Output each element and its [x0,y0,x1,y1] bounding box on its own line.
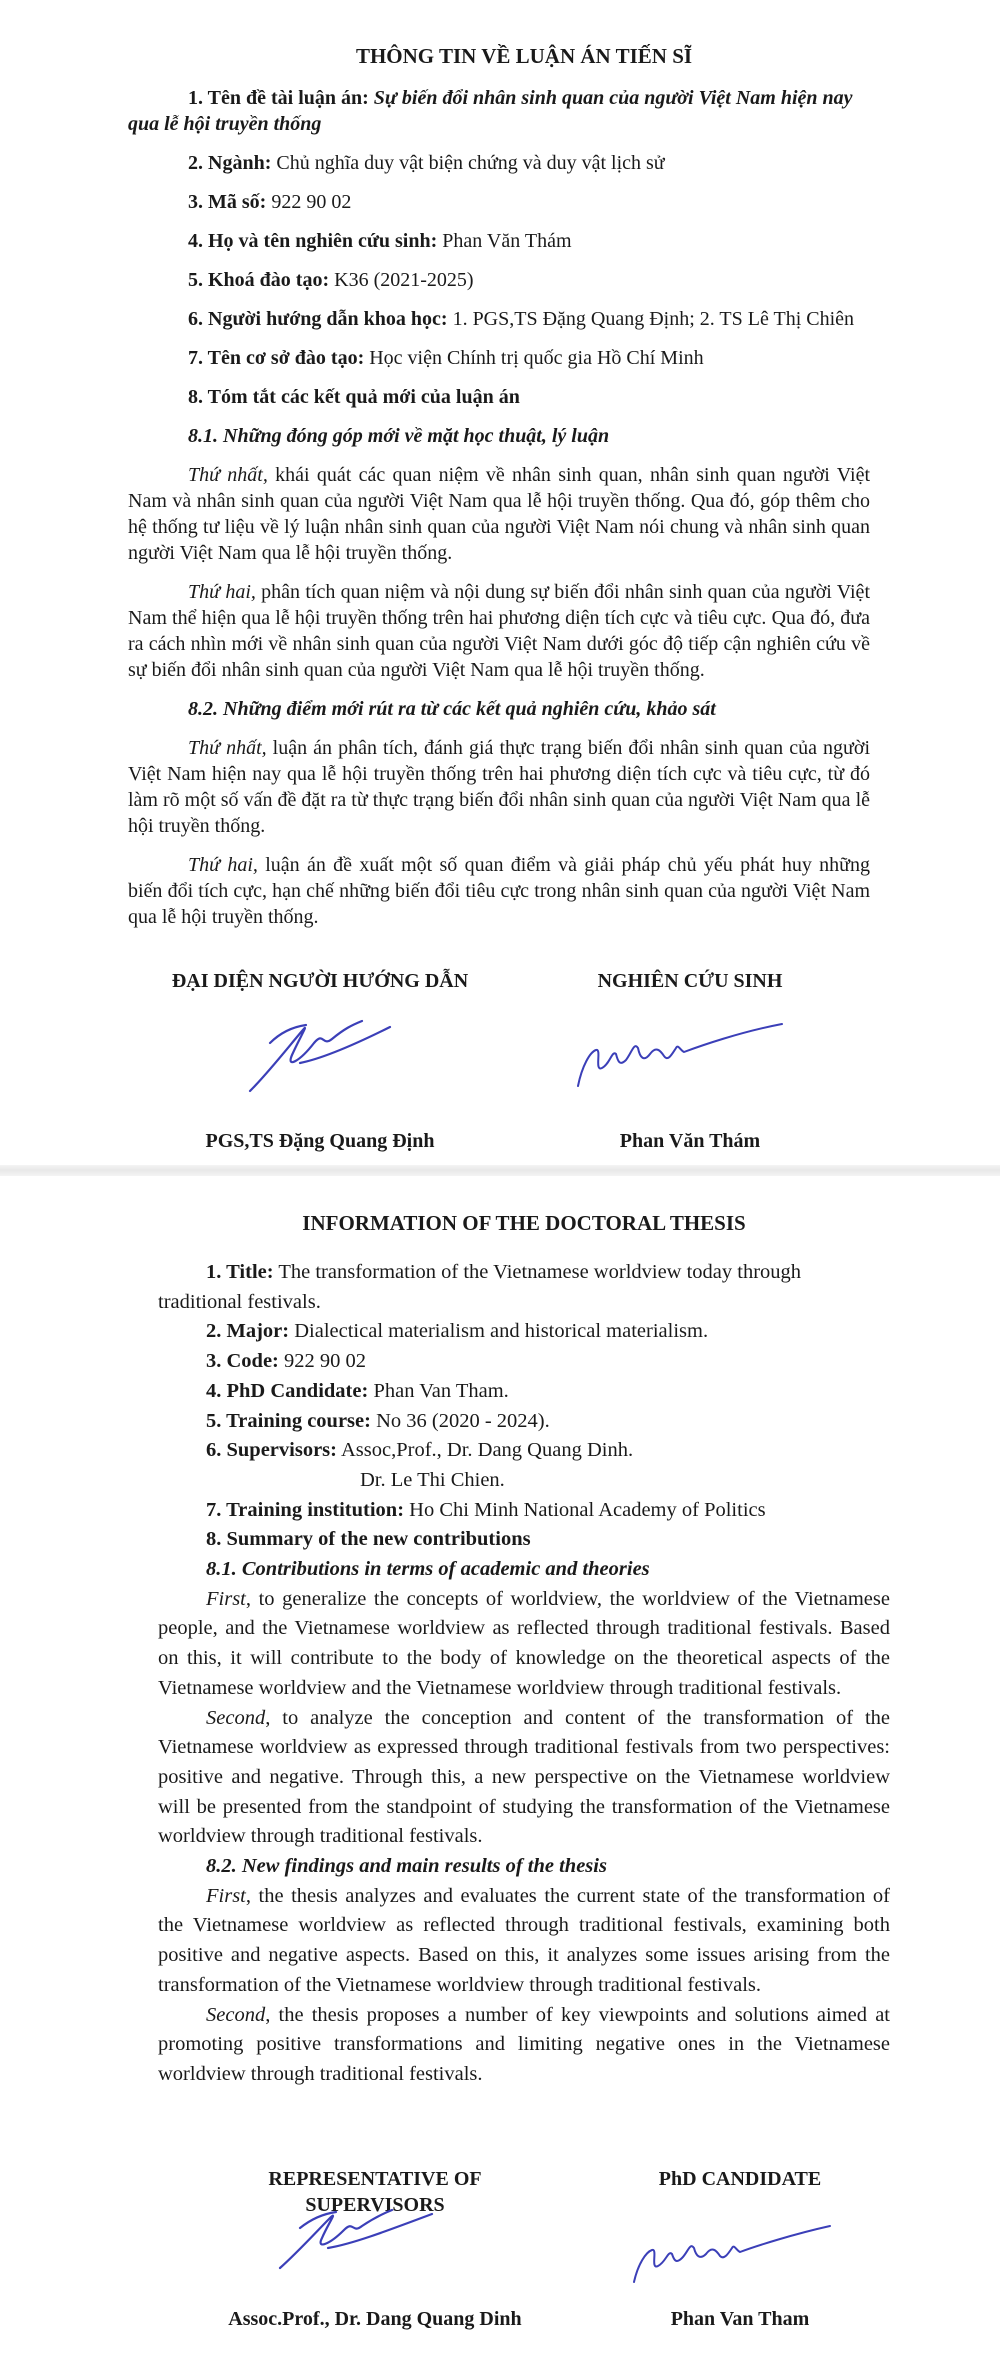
item-value: 922 90 02 [284,1350,367,1373]
item-label: 8. Tóm tắt các kết quả mới của luận án [188,386,520,408]
section-heading-8-2-en: 8.2. New findings and main results of the thesis [206,1855,607,1878]
item-value: The transformation of the Vietnamese worldview today through traditional festivals. [158,1261,802,1313]
signature-name: Phan Van Tham [670,2308,810,2330]
signature-role: NGHIÊN CỨU SINH [597,970,783,992]
paragraph-vi-3 [128,735,870,839]
paragraph-lead: Second [206,1706,266,1729]
info-item-summary-vi [128,384,870,410]
info-item-institution-vi [128,345,870,371]
info-item-candidate-en [158,1377,890,1407]
item-label: 4. PhD Candidate: [206,1379,369,1402]
item-label: 6. Supervisors: [206,1439,337,1462]
paragraph-lead: Thứ hai, [188,581,256,603]
item-label: 8. Summary of the new contributions [206,1528,531,1551]
item-value: Học viện Chính trị quốc gia Hồ Chí Minh [369,347,704,369]
info-item-summary-en [158,1525,890,1555]
item-label: 7. Tên cơ sở đào tạo: [188,347,365,369]
section-heading-8-2-vi: 8.2. Những điểm mới rút ra từ các kết quả nghiên cứu, khảo sát [188,698,716,720]
signature-drawing [560,1006,790,1096]
paragraph-text: , the thesis analyzes and evaluates the current state of the transformation of the Vietnamese worldview as reflected through traditional festivals, examining both positive and negative aspects. Based on this, it analyzes some issues arising from the transformation of the Vietnamese worldview through traditional festivals. [158,1884,890,1996]
item-label: 1. Tên đề tài luận án: [188,87,369,109]
signature-block-supervisor-vi [140,968,500,1152]
paragraph-lead: Thứ nhất, [188,464,268,486]
signature-role: ĐẠI DIỆN NGƯỜI HƯỚNG DẪN [171,970,469,992]
item-value: Phan Văn Thám [442,230,572,252]
item-label: 5. Khoá đào tạo: [188,269,330,291]
signature-name: PGS,TS Đặng Quang Định [205,1130,435,1152]
signature-drawing [618,2210,838,2290]
item-label: 3. Mã số: [188,191,267,213]
item-value: Phan Van Tham. [373,1379,509,1402]
paragraph-text: luận án phân tích, đánh giá thực trạng biến đổi nhân sinh quan của người Việt Nam hiện nay qua lễ hội truyền thống trên hai phương diện tích cực và tiêu cực, từ đó làm rõ một số vấn đề đặt ra từ thực trạng biến đổi nhân sinh quan của người Việt Nam qua lễ hội truyền thống. [128,737,870,837]
info-item-title-en [158,1258,890,1317]
section-heading-8-1-en: 8.1. Contributions in terms of academic and theories [206,1558,650,1581]
paragraph-en-1 [158,1585,890,1704]
item-label: 6. Người hướng dẫn khoa học: [188,308,448,330]
info-item-supervisors-vi [128,306,870,332]
item-label: 1. Title: [206,1261,274,1283]
info-item-candidate-vi [128,228,870,254]
item-value: 1. PGS,TS Đặng Quang Định; 2. TS Lê Thị Chiên [452,308,855,330]
page-separator [0,1165,1000,1176]
paragraph-text: khái quát các quan niệm về nhân sinh quan, nhân sinh quan người Việt Nam và nhân sinh quan của người Việt Nam qua lễ hội truyền thống. Qua đó, góp thêm cho hệ thống tư liệu về lý luận nhân sinh quan của người Việt Nam nói chung và nhân sinh quan người Việt Nam qua lễ hội truyền thống. [128,464,870,564]
paragraph-text: , to generalize the concepts of worldview, the worldview of the Vietnamese people, and the Vietnamese worldview as reflected through traditional festivals. Based on this, it will contribute to the body of knowledge on the theoretical aspects of the Vietnamese worldview and the Vietnamese worldview through traditional festivals. [158,1587,890,1699]
info-item-course-en [158,1407,890,1437]
item-value: Dr. Le Thi Chien. [360,1468,505,1491]
signature-block-candidate-vi [540,968,840,1152]
paragraph-lead: First [206,1587,246,1610]
paragraph-vi-1 [128,462,870,566]
paragraph-lead: Thứ nhất, [188,737,267,759]
signature-drawing [272,2194,442,2274]
info-item-institution-en [158,1496,890,1526]
info-item-code-vi [128,189,870,215]
info-item-course-vi [128,267,870,293]
item-value: Assoc,Prof., Dr. Dang Quang Dinh. [340,1439,634,1462]
paragraph-en-3 [158,1882,890,2001]
signature-role-line-2: SUPERVISORS [305,2194,445,2216]
paragraph-lead: First [206,1884,246,1907]
item-value: Chủ nghĩa duy vật biện chứng và duy vật lịch sử [276,152,665,174]
paragraph-lead: Thứ hai, [188,854,258,876]
item-label: 7. Training institution: [206,1498,405,1521]
paragraph-vi-2 [128,579,870,683]
signature-role: REPRESENTATIVE OF [268,2168,482,2190]
paragraph-lead: Second [206,2003,266,2026]
paragraph-en-4 [158,2001,890,2090]
item-value: 922 90 02 [271,191,352,213]
info-item-title-vi [128,85,870,137]
paragraph-en-2 [158,1704,890,1853]
signature-block-candidate-en [590,2166,890,2336]
page-title-en: INFORMATION OF THE DOCTORAL THESIS [302,1211,746,1235]
paragraph-text: , to analyze the conception and content of the transformation of the Vietnamese worldview as expressed through traditional festivals from two perspectives: positive and negative. Through this, a new perspective on the Vietnamese worldview will be presented from the standpoint of studying the transformation of the Vietnamese worldview through traditional festivals. [158,1706,890,1848]
item-value: No 36 (2020 - 2024). [376,1409,550,1432]
info-item-supervisors-en [158,1436,890,1466]
paragraph-text: luận án đề xuất một số quan điểm và giải pháp chủ yếu phát huy những biến đổi tích cực, hạn chế những biến đổi tiêu cực trong nhân sinh quan của người Việt Nam qua lễ hội truyền thống. [128,854,871,928]
item-label: 2. Major: [206,1320,290,1343]
item-value: Sự biến đổi nhân sinh quan của người Việt Nam hiện nay qua lễ hội truyền thống [128,87,853,135]
item-value: Dialectical materialism and historical materialism. [294,1320,709,1343]
item-value: Ho Chi Minh National Academy of Politics [409,1498,766,1521]
signature-block-supervisor-en [200,2166,550,2336]
item-value: K36 (2021-2025) [334,269,474,291]
paragraph-text: phân tích quan niệm và nội dung sự biến đổi nhân sinh quan của người Việt Nam thể hiện qua lễ hội truyền thống trên hai phương diện tích cực và tiêu cực. Qua đó, đưa ra cách nhìn mới về nhân sinh quan của người Việt Nam dưới góc độ tiếp cận nghiên cứu về sự biến đổi nhân sinh quan của người Việt Nam qua lễ hội truyền thống. [128,581,870,681]
item-label: 4. Họ và tên nghiên cứu sinh: [188,230,438,252]
item-label: 2. Ngành: [188,152,272,174]
item-label: 5. Training course: [206,1409,371,1432]
info-item-code-en [158,1347,890,1377]
page-title-vi: THÔNG TIN VỀ LUẬN ÁN TIẾN SĨ [355,44,693,68]
paragraph-text: , the thesis proposes a number of key viewpoints and solutions aimed at promoting positive transformations and limiting negative ones in the Vietnamese worldview through traditional festivals. [158,2003,890,2085]
signature-name: Phan Văn Thám [619,1130,761,1152]
signature-drawing [240,1003,400,1103]
info-item-major-en [158,1317,890,1347]
signature-name: Assoc.Prof., Dr. Dang Quang Dinh [228,2308,522,2330]
info-item-major-vi [128,150,870,176]
section-heading-8-1-vi: 8.1. Những đóng góp mới về mặt học thuật, lý luận [188,425,610,447]
item-label: 3. Code: [206,1350,279,1373]
paragraph-vi-4 [128,852,870,930]
signature-role: PhD CANDIDATE [658,2168,822,2190]
info-item-supervisor-2-en [158,1466,890,1496]
